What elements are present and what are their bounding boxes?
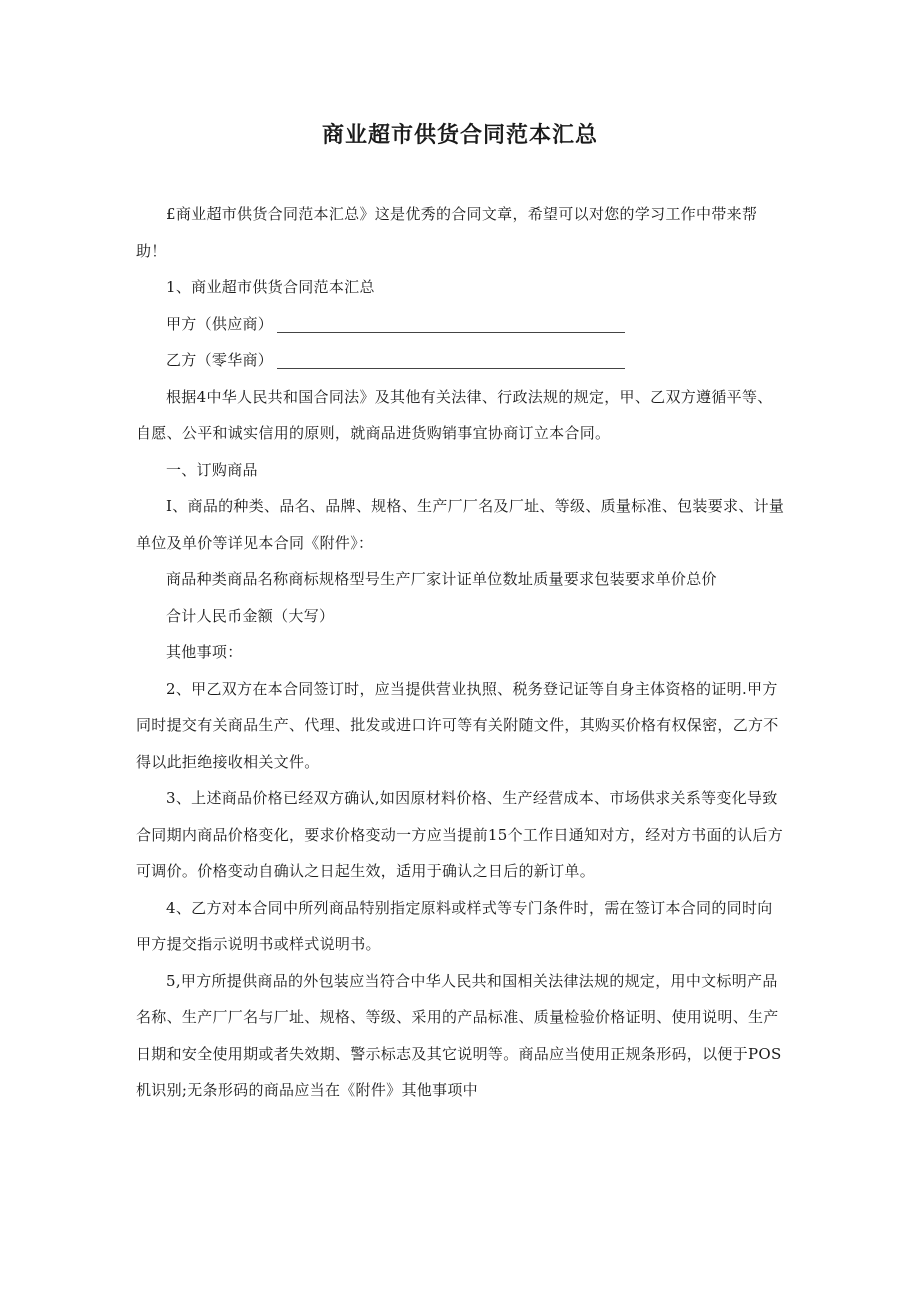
paragraph: 根据4中华人民共和国合同法》及其他有关法律、行政法规的规定，甲、乙双方遵循平等、自愿、公平和诚实信用的原则，就商品进货购销事宜协商订立本合同。 bbox=[136, 387, 773, 442]
paragraph: 商品种类商品名称商标规格型号生产厂家计证单位数址质量要求包装要求单价总价 bbox=[166, 570, 717, 588]
party-b-row bbox=[136, 342, 786, 379]
paragraph: 一、订购商品 bbox=[166, 460, 258, 479]
paragraph: 其他事项： bbox=[166, 643, 243, 661]
document-body bbox=[136, 196, 786, 1109]
paragraph: 2、甲乙双方在本合同签订时，应当提供营业执照、税务登记证等自身主体资格的证明.甲方同时提交有关商品生产、代理、批发或进口许可等有关附随文件，其购买价格有权保密，乙方不得以此拒绝接收相关文件。 bbox=[136, 679, 779, 771]
party-b-blank bbox=[277, 350, 625, 369]
party-a-blank bbox=[277, 314, 625, 333]
party-b-label: 乙方（零华商） bbox=[166, 351, 274, 369]
paragraph: 5,甲方所提供商品的外包装应当符合中华人民共和国相关法律法规的规定，用中文标明产品名称、生产厂厂名与厂址、规格、等级、采用的产品标准、质量检验价格证明、使用说明、生产日期和安全使用期或者失效期、警示标志及其它说明等。商品应当使用正规条形码，以便于POS机识别;无条形码的商品应当在《附件》其他事项中 bbox=[136, 971, 782, 1099]
paragraph: I、商品的种类、品名、品牌、规格、生产厂厂名及厂址、等级、质量标准、包装要求、计量单位及单价等详见本合同《附件》： bbox=[136, 497, 785, 552]
paragraph: 3、上述商品价格已经双方确认,如因原材料价格、生产经营成本、市场供求关系等变化导致合同期内商品价格变化，要求价格变动一方应当提前15个工作日通知对方，经对方书面的认后方可调价。价格变动自确认之日起生效，适用于确认之日后的新订单。 bbox=[136, 789, 783, 880]
document-title: 商业超市供货合同范本汇总 bbox=[321, 123, 598, 148]
section-heading: 1、商业超市供货合同范本汇总 bbox=[166, 278, 375, 296]
paragraph: 4、乙方对本合同中所列商品特别指定原料或样式等专门条件时，需在签订本合同的同时向甲方提交指示说明书或样式说明书。 bbox=[136, 898, 773, 953]
party-a-row bbox=[136, 306, 786, 343]
intro-paragraph: £商业超市供货合同范本汇总》这是优秀的合同文章，希望可以对您的学习工作中带来帮助！ bbox=[136, 205, 758, 260]
party-a-label: 甲方（供应商） bbox=[166, 314, 274, 333]
paragraph: 合计人民币金额（大写） bbox=[166, 606, 335, 625]
